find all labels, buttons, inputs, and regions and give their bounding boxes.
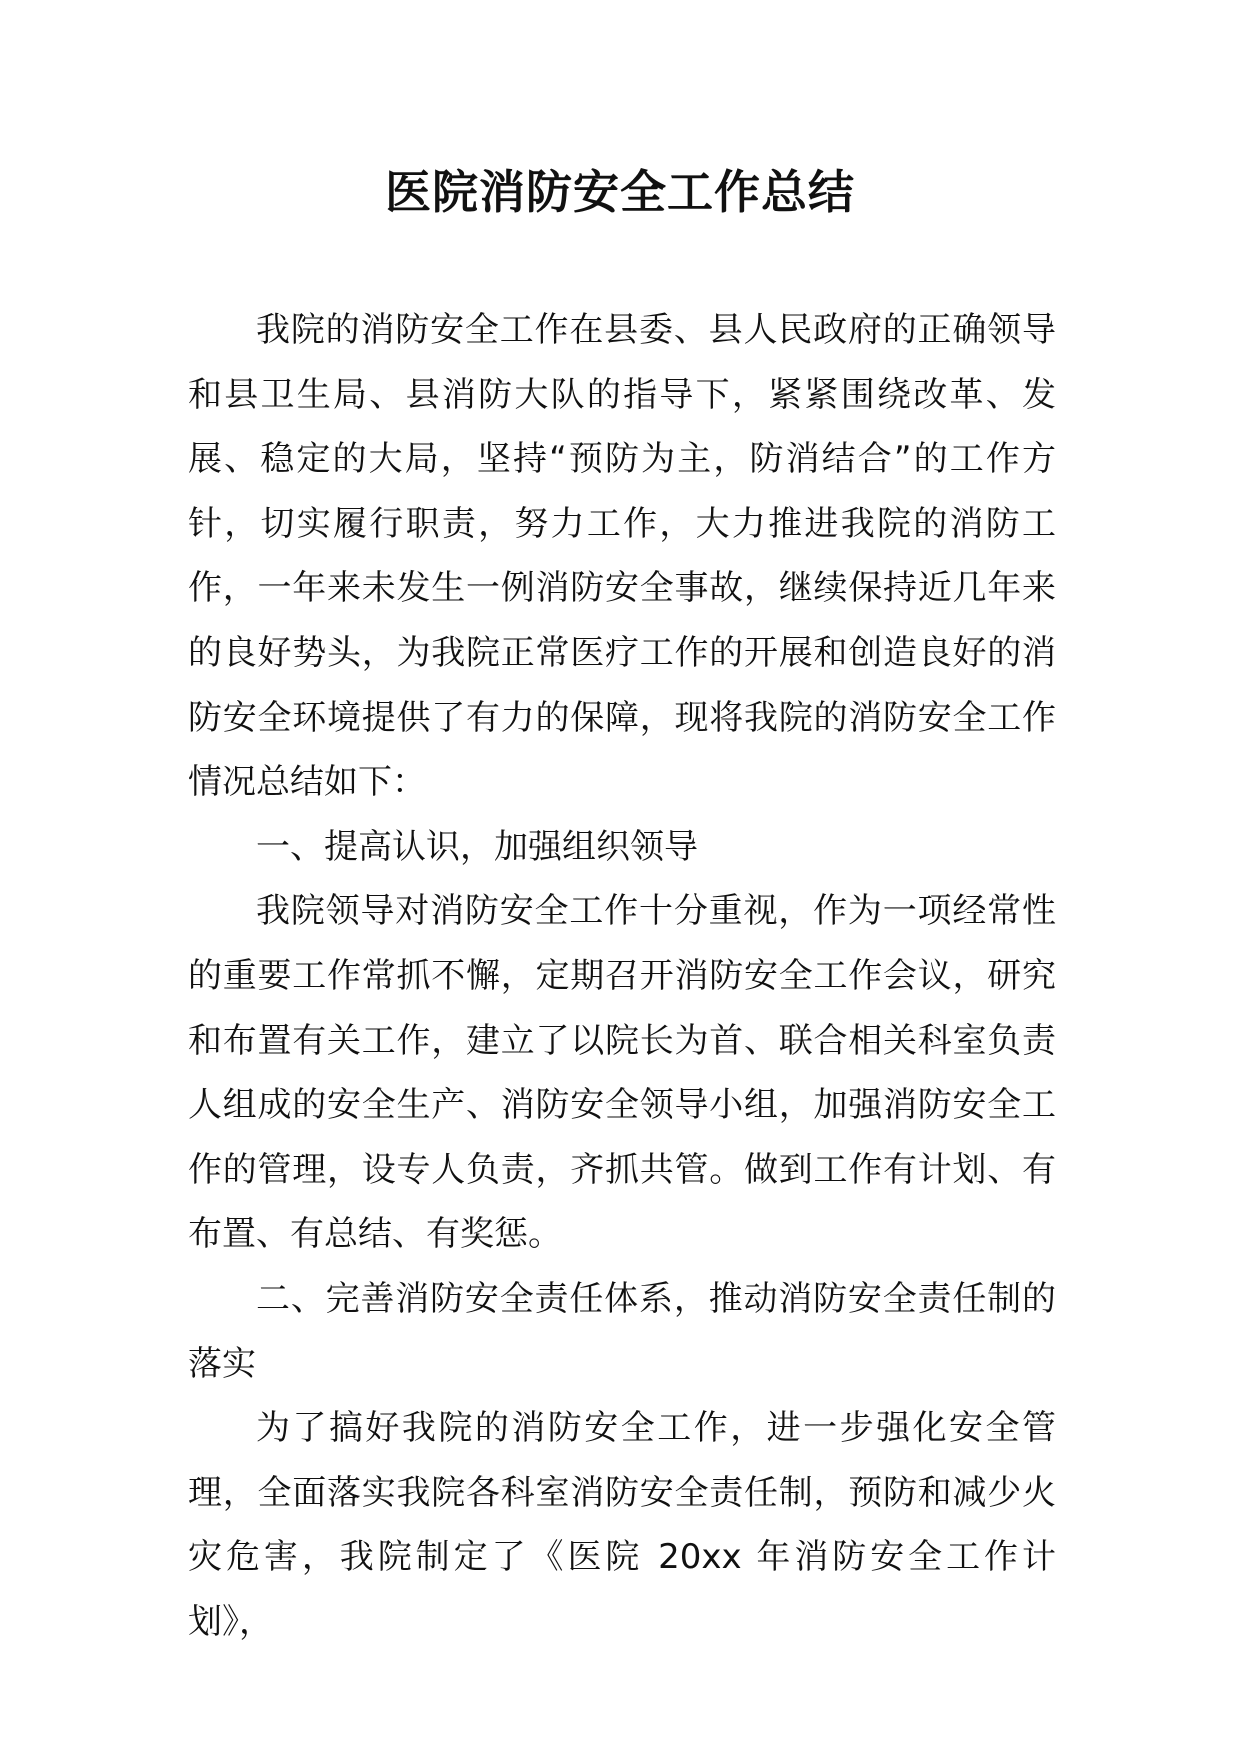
document-body	[188, 298, 1056, 1654]
section-heading-2: 二、完善消防安全责任体系，推动消防安全责任制的落实	[188, 1278, 1056, 1384]
paragraph-intro: 我院的消防安全工作在县委、县人民政府的正确领导和县卫生局、县消防大队的指导下，紧紧围绕改革、发展、稳定的大局，坚持“预防为主，防消结合”的工作方针，切实履行职责，努力工作，大力推进我院的消防工作，一年来未发生一例消防安全事故，继续保持近几年来的良好势头，为我院正常医疗工作的开展和创造良好的消防安全环境提供了有力的保障，现将我院的消防安全工作情况总结如下：	[188, 310, 1056, 803]
paragraph-section-1: 我院领导对消防安全工作十分重视，作为一项经常性的重要工作常抓不懈，定期召开消防安全工作会议，研究和布置有关工作，建立了以院长为首、联合相关科室负责人组成的安全生产、消防安全领导小组，加强消防安全工作的管理，设专人负责，齐抓共管。做到工作有计划、有布置、有总结、有奖惩。	[188, 891, 1056, 1255]
section-heading-1: 一、提高认识，加强组织领导	[256, 826, 698, 867]
document-title: 医院消防安全工作总结	[385, 165, 855, 219]
paragraph-section-2: 为了搞好我院的消防安全工作，进一步强化安全管理，全面落实我院各科室消防安全责任制，预防和减少火灾危害，我院制定了《医院 20xx 年消防安全工作计划》，	[188, 1408, 1056, 1642]
